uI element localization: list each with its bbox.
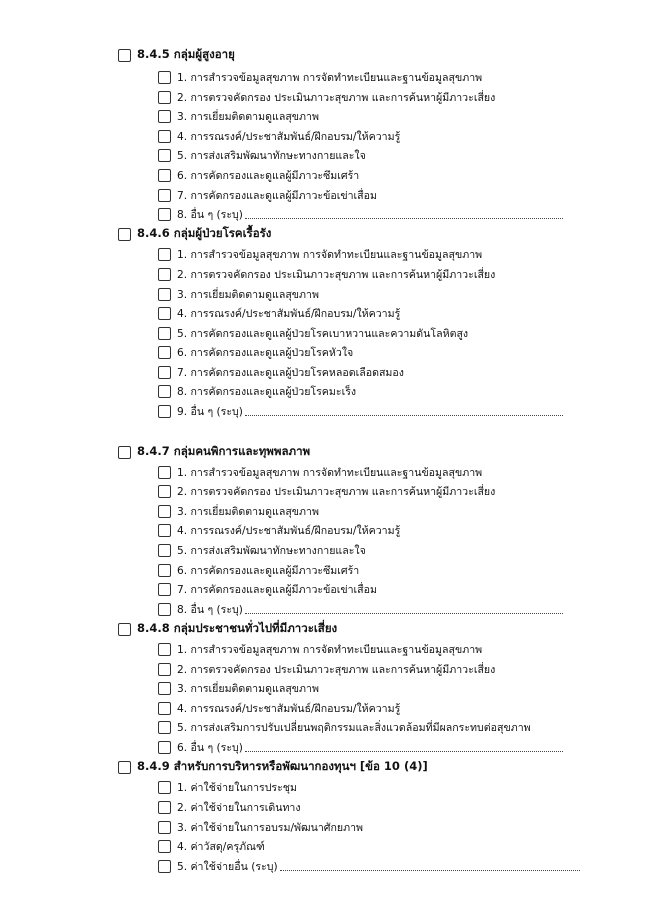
option-label: 3. การเยี่ยมติดตามดูแลสุขภาพ (177, 288, 319, 301)
option-label: 2. การตรวจคัดกรอง ประเมินภาวะสุขภาพ และการค้นหาผู้มีภาวะเสี่ยง (177, 268, 496, 281)
option-item[interactable] (158, 68, 482, 86)
checkbox[interactable] (158, 741, 171, 754)
section-header-8-4-5[interactable] (118, 46, 235, 64)
option-label: 8. การคัดกรองและดูแลผู้ป่วยโรคมะเร็ง (177, 385, 357, 398)
option-label: 7. การคัดกรองและดูแลผู้มีภาวะข้อเข่าเสื่อม (177, 583, 377, 596)
option-item-other[interactable] (158, 205, 563, 223)
option-label: 2. ค่าใช้จ่ายในการเดินทาง (177, 801, 301, 814)
checkbox[interactable] (158, 682, 171, 695)
option-label: 8. อื่น ๆ (ระบุ) (177, 603, 243, 616)
option-item[interactable] (158, 285, 319, 303)
checkbox[interactable] (158, 346, 171, 359)
checkbox[interactable] (158, 189, 171, 202)
option-label: 2. การตรวจคัดกรอง ประเมินภาวะสุขภาพ และการค้นหาผู้มีภาวะเสี่ยง (177, 91, 496, 104)
section-header-8-4-6[interactable] (118, 225, 271, 243)
option-item[interactable] (158, 818, 363, 836)
checkbox[interactable] (158, 781, 171, 794)
option-label: 5. ค่าใช้จ่ายอื่น (ระบุ) (177, 860, 278, 873)
option-label: 2. การตรวจคัดกรอง ประเมินภาวะสุขภาพ และการค้นหาผู้มีภาวะเสี่ยง (177, 663, 496, 676)
option-label: 6. การคัดกรองและดูแลผู้มีภาวะซึมเศร้า (177, 564, 360, 577)
fill-in-line[interactable] (245, 750, 563, 752)
checkbox[interactable] (158, 110, 171, 123)
option-item[interactable] (158, 521, 400, 539)
option-item[interactable] (158, 324, 468, 342)
option-item[interactable] (158, 343, 353, 361)
option-label: 4. การรณรงค์/ประชาสัมพันธ์/ฝึกอบรม/ให้ความรู้ (177, 307, 401, 320)
option-label: 4. ค่าวัสดุ/ครุภัณฑ์ (177, 840, 265, 853)
option-item[interactable] (158, 541, 366, 559)
checkbox[interactable] (158, 71, 171, 84)
option-item[interactable] (158, 363, 404, 381)
option-label: 4. การรณรงค์/ประชาสัมพันธ์/ฝึกอบรม/ให้ความรู้ (177, 130, 401, 143)
option-item[interactable] (158, 146, 366, 164)
checkbox[interactable] (158, 327, 171, 340)
checkbox[interactable] (158, 505, 171, 518)
section-title: 8.4.5 กลุ่มผู้สูงอายุ (137, 47, 235, 61)
checkbox[interactable] (118, 446, 131, 459)
checkbox[interactable] (158, 821, 171, 834)
checkbox[interactable] (158, 721, 171, 734)
section-header-8-4-7[interactable] (118, 443, 310, 461)
option-item[interactable] (158, 482, 495, 500)
option-label: 6. การคัดกรองและดูแลผู้ป่วยโรคหัวใจ (177, 346, 354, 359)
option-item[interactable] (158, 382, 356, 400)
section-title: 8.4.8 กลุ่มประชาชนทั่วไปที่มีภาวะเสี่ยง (137, 621, 338, 635)
option-item[interactable] (158, 186, 377, 204)
checkbox[interactable] (158, 860, 171, 873)
option-label: 9. อื่น ๆ (ระบุ) (177, 405, 243, 418)
section-header-8-4-8[interactable] (118, 620, 337, 638)
option-label: 4. การรณรงค์/ประชาสัมพันธ์/ฝึกอบรม/ให้ความรู้ (177, 524, 401, 537)
checkbox[interactable] (158, 564, 171, 577)
option-item[interactable] (158, 580, 377, 598)
checkbox[interactable] (118, 49, 131, 62)
checkbox[interactable] (158, 801, 171, 814)
option-label: 7. การคัดกรองและดูแลผู้มีภาวะข้อเข่าเสื่อม (177, 189, 377, 202)
option-item[interactable] (158, 778, 297, 796)
checkbox[interactable] (158, 663, 171, 676)
option-label: 5. การคัดกรองและดูแลผู้ป่วยโรคเบาหวานและความดันโลหิตสูง (177, 327, 469, 340)
checkbox[interactable] (158, 840, 171, 853)
checkbox[interactable] (158, 405, 171, 418)
option-item-other[interactable] (158, 857, 580, 875)
option-label: 1. ค่าใช้จ่ายในการประชุม (177, 781, 297, 794)
section-title: 8.4.6 กลุ่มผู้ป่วยโรคเรื้อรัง (137, 226, 272, 240)
option-label: 3. การเยี่ยมติดตามดูแลสุขภาพ (177, 682, 319, 695)
checkbox[interactable] (158, 130, 171, 143)
checkbox[interactable] (158, 307, 171, 320)
option-label: 2. การตรวจคัดกรอง ประเมินภาวะสุขภาพ และการค้นหาผู้มีภาวะเสี่ยง (177, 485, 496, 498)
option-item-other[interactable] (158, 600, 563, 618)
checkbox[interactable] (158, 288, 171, 301)
checkbox[interactable] (158, 91, 171, 104)
checkbox[interactable] (158, 385, 171, 398)
checkbox[interactable] (118, 228, 131, 241)
fill-in-line[interactable] (280, 869, 580, 871)
option-item[interactable] (158, 265, 495, 283)
checkbox[interactable] (158, 208, 171, 221)
option-item[interactable] (158, 502, 319, 520)
option-label: 1. การสำรวจข้อมูลสุขภาพ การจัดทำทะเบียนและฐานข้อมูลสุขภาพ (177, 466, 483, 479)
option-item[interactable] (158, 718, 531, 736)
checkbox[interactable] (118, 623, 131, 636)
checkbox[interactable] (158, 544, 171, 557)
option-item[interactable] (158, 166, 359, 184)
option-item[interactable] (158, 127, 400, 145)
fill-in-line[interactable] (245, 414, 563, 416)
option-label: 7. การคัดกรองและดูแลผู้ป่วยโรคหลอดเลือดสมอง (177, 366, 404, 379)
checkbox[interactable] (158, 485, 171, 498)
option-item[interactable] (158, 561, 359, 579)
option-label: 1. การสำรวจข้อมูลสุขภาพ การจัดทำทะเบียนและฐานข้อมูลสุขภาพ (177, 643, 483, 656)
option-label: 3. ค่าใช้จ่ายในการอบรม/พัฒนาศักยภาพ (177, 821, 364, 834)
checkbox[interactable] (158, 603, 171, 616)
checkbox[interactable] (158, 702, 171, 715)
checkbox[interactable] (158, 466, 171, 479)
option-label: 3. การเยี่ยมติดตามดูแลสุขภาพ (177, 110, 319, 123)
checkbox[interactable] (158, 268, 171, 281)
option-label: 1. การสำรวจข้อมูลสุขภาพ การจัดทำทะเบียนและฐานข้อมูลสุขภาพ (177, 71, 483, 84)
option-label: 4. การรณรงค์/ประชาสัมพันธ์/ฝึกอบรม/ให้ความรู้ (177, 702, 401, 715)
checkbox[interactable] (158, 169, 171, 182)
option-item[interactable] (158, 837, 265, 855)
option-label: 5. การส่งเสริมการปรับเปลี่ยนพฤติกรรมและสิ่งแวดล้อมที่มีผลกระทบต่อสุขภาพ (177, 721, 531, 734)
option-label: 5. การส่งเสริมพัฒนาทักษะทางกายและใจ (177, 544, 366, 557)
section-title: 8.4.9 สำหรับการบริหารหรือพัฒนากองทุนฯ [ข้อ 10 (4)] (137, 759, 428, 773)
option-label: 6. อื่น ๆ (ระบุ) (177, 741, 243, 754)
section-header-8-4-9[interactable] (118, 758, 428, 776)
option-item[interactable] (158, 660, 495, 678)
option-item[interactable] (158, 304, 400, 322)
option-item-other[interactable] (158, 738, 563, 756)
option-label: 5. การส่งเสริมพัฒนาทักษะทางกายและใจ (177, 149, 366, 162)
option-label: 8. อื่น ๆ (ระบุ) (177, 208, 243, 221)
checkbox[interactable] (158, 524, 171, 537)
fill-in-line[interactable] (245, 217, 563, 219)
option-item[interactable] (158, 798, 301, 816)
checkbox[interactable] (158, 643, 171, 656)
option-item[interactable] (158, 88, 495, 106)
option-label: 6. การคัดกรองและดูแลผู้มีภาวะซึมเศร้า (177, 169, 360, 182)
option-item[interactable] (158, 640, 482, 658)
checkbox[interactable] (158, 366, 171, 379)
fill-in-line[interactable] (245, 612, 563, 614)
option-item[interactable] (158, 463, 482, 481)
checkbox[interactable] (118, 761, 131, 774)
option-label: 3. การเยี่ยมติดตามดูแลสุขภาพ (177, 505, 319, 518)
option-item[interactable] (158, 699, 400, 717)
option-label: 1. การสำรวจข้อมูลสุขภาพ การจัดทำทะเบียนและฐานข้อมูลสุขภาพ (177, 248, 483, 261)
option-item[interactable] (158, 245, 482, 263)
checkbox[interactable] (158, 583, 171, 596)
option-item-other[interactable] (158, 402, 563, 420)
checkbox[interactable] (158, 248, 171, 261)
option-item[interactable] (158, 107, 319, 125)
section-title: 8.4.7 กลุ่มคนพิการและทุพพลภาพ (137, 444, 311, 458)
option-item[interactable] (158, 679, 319, 697)
checkbox[interactable] (158, 149, 171, 162)
